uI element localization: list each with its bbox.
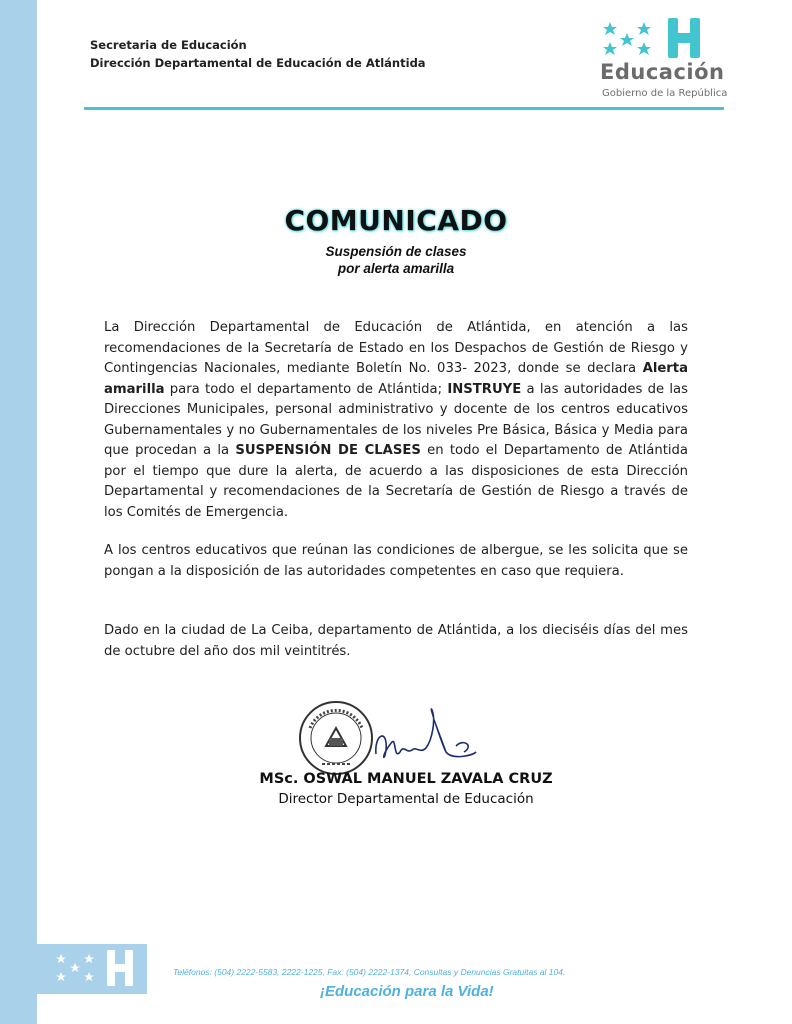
p1-text-2: para todo el departamento de Atlántida; [164,381,448,397]
p1-bold-instruye: INSTRUYE [447,381,522,397]
paragraph-2: A los centros educativos que reúnan las condiciones de albergue, se les solicita que se pongan a la disposición de las autoridades competentes en caso que requiera. [104,543,688,579]
org-line-2: Dirección Departamental de Educación de Atlántida [90,56,426,70]
p1-bold-alerta: Alerta amarilla [104,361,688,397]
paragraph-1 [104,318,688,523]
subtitle-line-2: por alerta amarilla [337,261,455,276]
document-subtitle [0,243,792,277]
paragraph-3: Dado en la ciudad de La Ceiba, departamento de Atlántida, a los dieciséis días del mes de octubre del año dos mil veintitrés. [104,623,688,659]
signatory-name: MSc. OSWAL MANUEL ZAVALA CRUZ [259,771,553,787]
education-logo [596,18,756,102]
logo-subtitle: Gobierno de la República [602,88,728,99]
logo-word: Educación [600,60,725,84]
header-divider [84,107,724,110]
document-title: COMUNICADO [284,204,508,237]
subtitle-line-1: Suspensión de clases [325,244,467,259]
footer-contact: Teléfonos: (504) 2222-5583, 2222-1225, Fax: (504) 2222-1374, Consultas y Denuncias Gratuitas al 104. [173,967,566,977]
official-stamp [300,702,372,774]
handwritten-signature [376,709,476,757]
signatory-role: Director Departamental de Educación [278,791,534,807]
footer-stars-h-icon [37,944,147,994]
footer-slogan: ¡Educación para la Vida! [320,983,494,1000]
header-organization [90,36,426,72]
p1-text-1: La Dirección Departamental de Educación de Atlántida, en atención a las recomendaciones de la Secretaría de Estado en los Despachos de Gestión de Riesgo y Contingencias Nacionales, mediante Boletín No. 033- 2023, donde se declara [104,320,688,376]
p1-bold-suspension: SUSPENSIÓN DE CLASES [235,443,421,458]
h-letter-icon [666,18,702,58]
left-decorative-band [0,0,37,1024]
org-line-1: Secretaria de Educación [90,38,247,52]
footer-logo-badge [37,944,147,994]
stars-icon [600,20,664,60]
p1-text-4: en todo el Departamento de Atlántida por el tiempo que dure la alerta, de acuerdo a las disposiciones de esta Dirección Departamental y recomendaciones de la Secretaría de Gestión de Riesgo a través de los Comités de Emergencia. [104,443,688,520]
p1-text-3: a las autoridades de las Direcciones Municipales, personal administrativo y docente de los centros educativos Gubernamentales y no Gubernamentales de los niveles Pre Básica, Básica y Media para que procedan a la [104,381,689,458]
